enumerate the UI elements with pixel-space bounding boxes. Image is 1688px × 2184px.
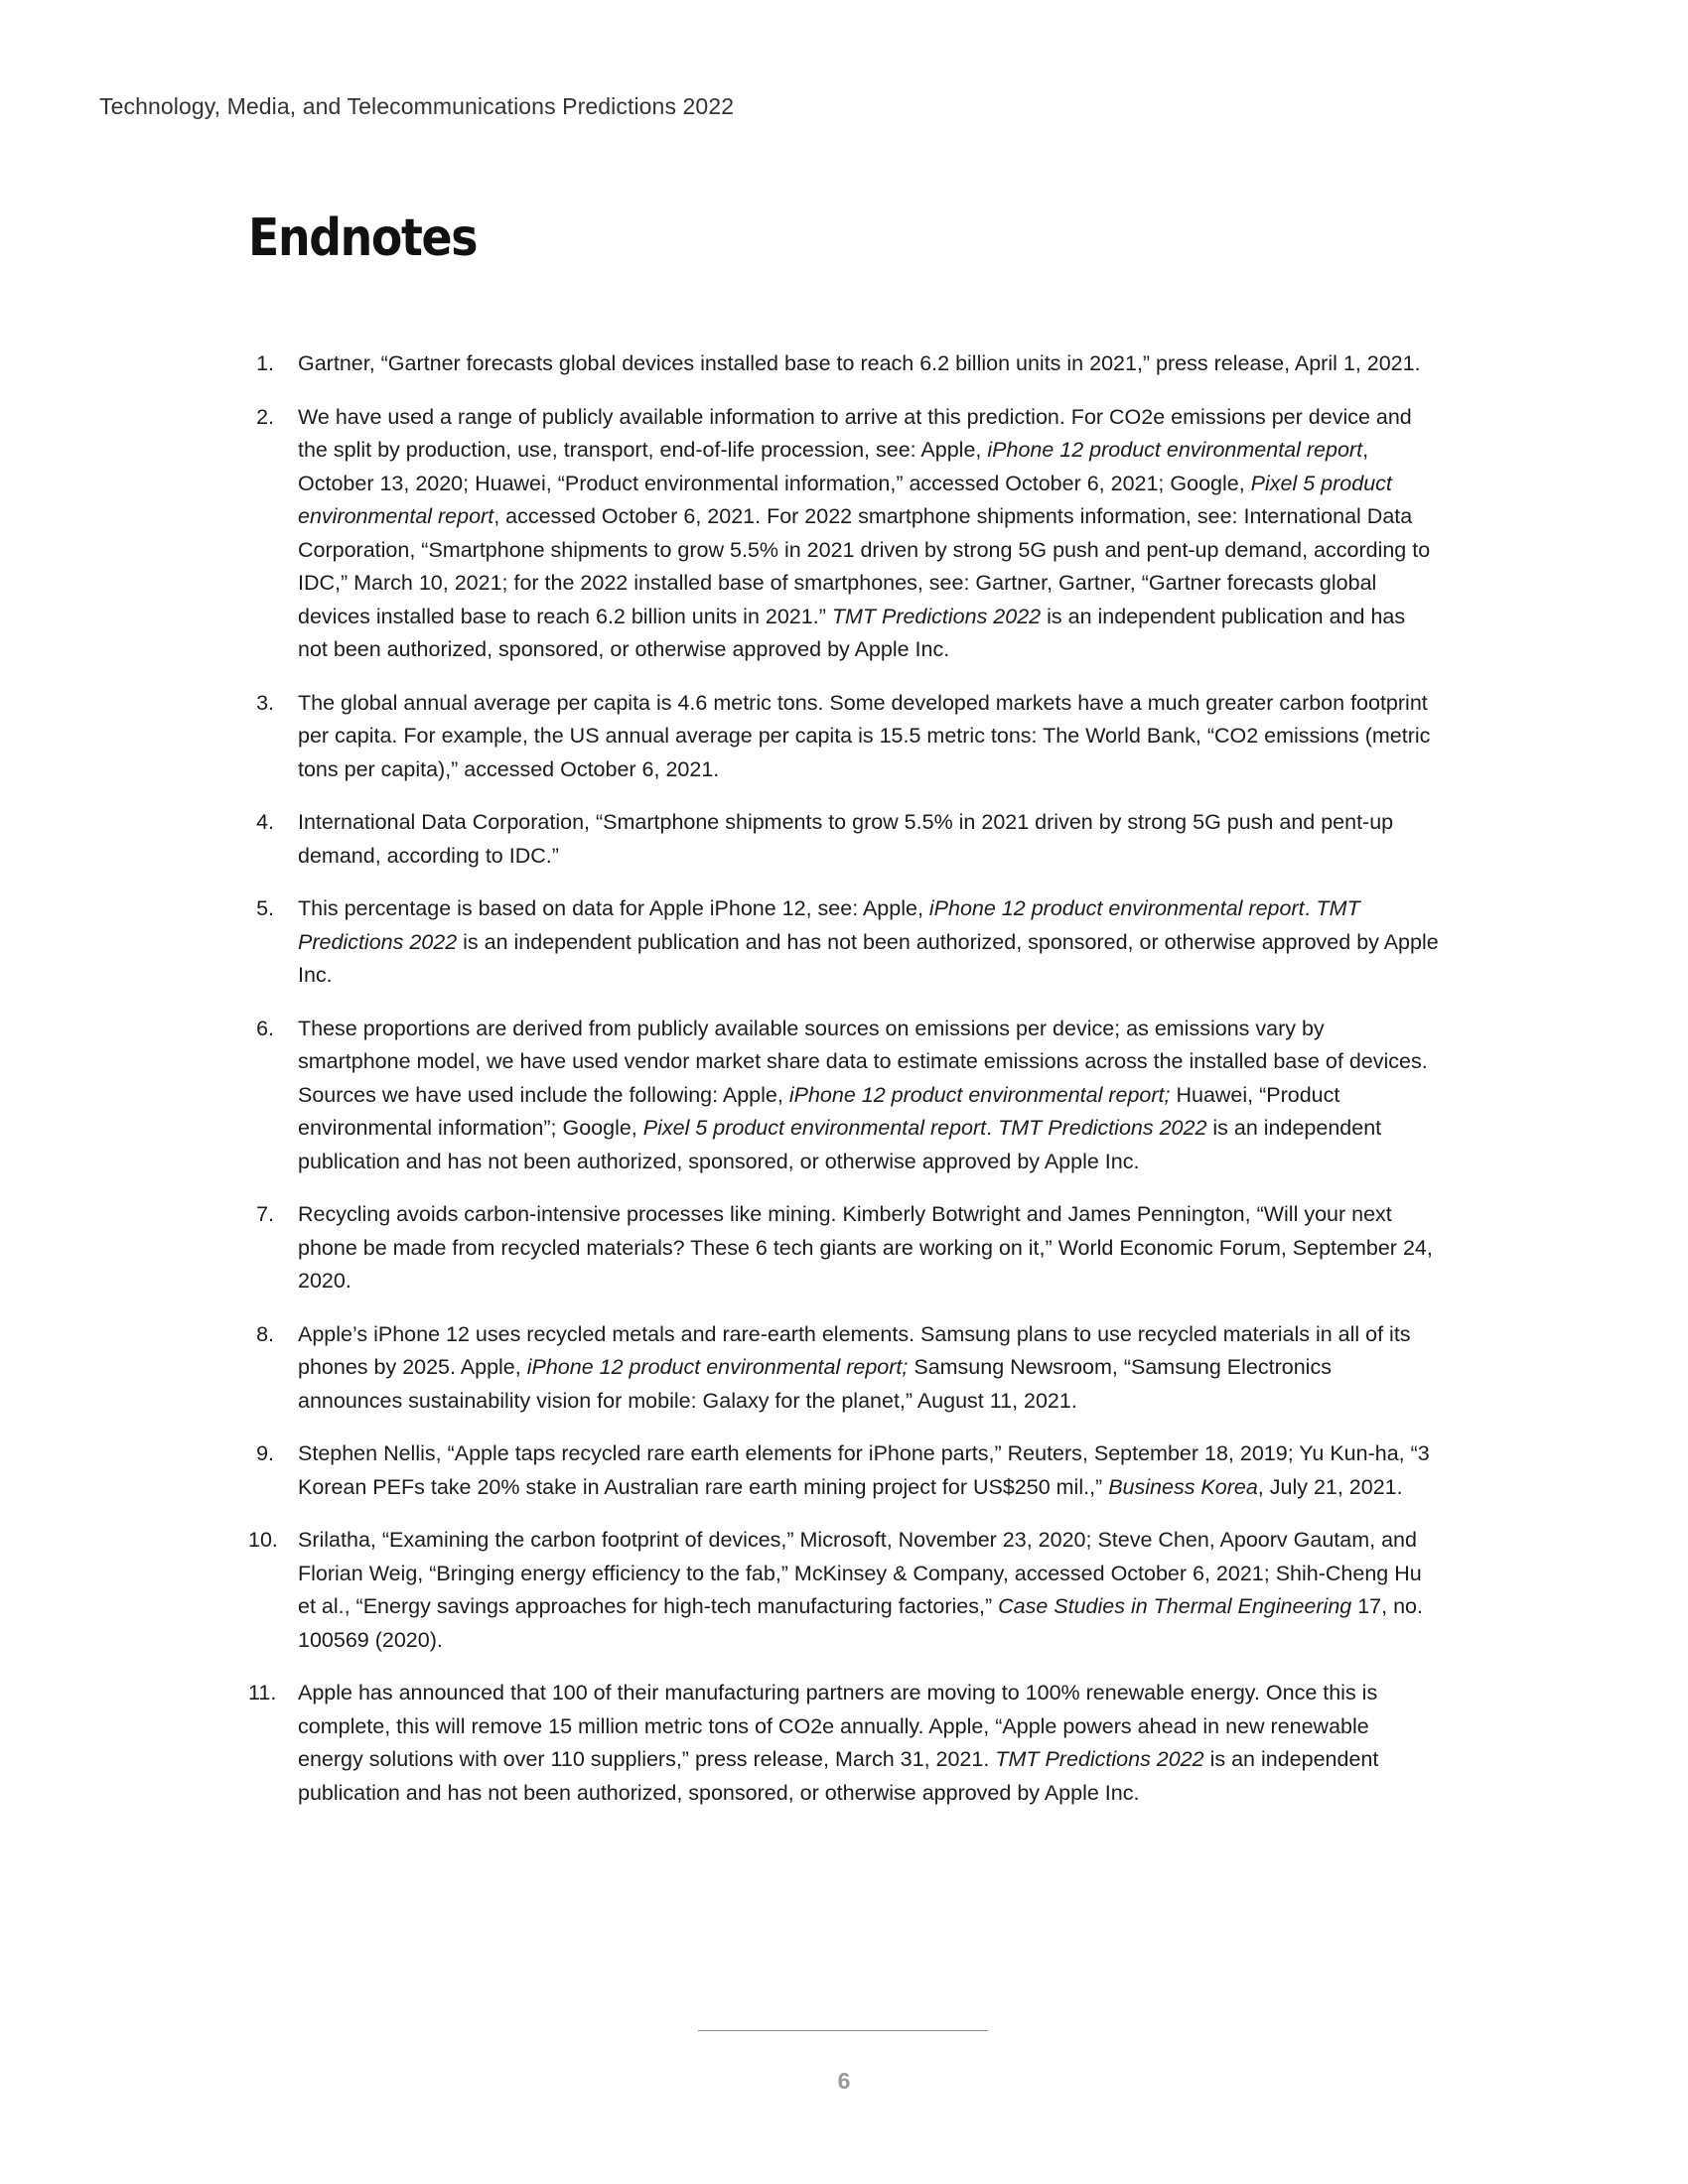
endnote-italic-segment: TMT Predictions 2022	[998, 1116, 1207, 1140]
endnotes-list	[248, 347, 1440, 1830]
endnote-text	[298, 1681, 1378, 1805]
endnote-text-segment: We have used a range of publicly available information to arrive at this prediction. For CO2e emissions per device and the split by production, use, transport, end-of-life procession, see: Apple,	[298, 404, 1412, 462]
endnote-number: 10.	[248, 1528, 278, 1552]
endnote-text-segment: This percentage is based on data for Apple iPhone 12, see: Apple,	[298, 896, 929, 920]
endnote-text	[298, 1017, 1428, 1173]
endnote-item	[248, 401, 1440, 667]
endnote-text-segment: Samsung Newsroom, “Samsung Electronics announces sustainability vision for mobile: Galaxy for the planet,” August 11, 2021.	[298, 1355, 1332, 1413]
page-title: Endnotes	[248, 208, 478, 268]
endnote-item	[248, 806, 1440, 873]
endnote-text-segment: Stephen Nellis, “Apple taps recycled rare earth elements for iPhone parts,” Reuters, September 18, 2019; Yu Kun-ha, “3 Korean PEFs take 20% stake in Australian rare earth mining project for US$250 mil.,”	[298, 1441, 1430, 1499]
endnote-text	[298, 691, 1430, 781]
endnote-number: 1.	[256, 351, 274, 375]
endnote-text-segment: Srilatha, “Examining the carbon footprint of devices,” Microsoft, November 23, 2020; Steve Chen, Apoorv Gautam, and Florian Weig, “Bringing energy efficiency to the fab,” McKinsey & Company, accessed October 6, 2021; Shih-Cheng Hu et al., “Energy savings approaches for high-tech manufacturing factories,”	[298, 1528, 1422, 1618]
endnote-text	[298, 810, 1393, 868]
endnote-text-segment: Apple’s iPhone 12 uses recycled metals and rare-earth elements. Samsung plans to use recycled materials in all of its phones by 2025. Apple,	[298, 1321, 1411, 1379]
page-number: 6	[837, 2068, 851, 2094]
endnote-text	[298, 1528, 1423, 1652]
endnote-number: 2.	[256, 404, 274, 429]
endnote-italic-segment: iPhone 12 product environmental report;	[526, 1355, 909, 1379]
endnote-item	[248, 1437, 1440, 1504]
endnote-italic-segment: Case Studies in Thermal Engineering	[998, 1594, 1352, 1618]
endnote-text-segment: , October 13, 2020; Huawei, “Product environmental information,” accessed October 6, 2021; Google,	[298, 438, 1369, 495]
endnote-text-segment: .	[986, 1116, 999, 1140]
endnote-italic-segment: TMT Predictions 2022	[831, 604, 1042, 628]
endnote-number: 3.	[256, 690, 274, 715]
footer-divider	[698, 2030, 988, 2031]
endnote-text	[298, 405, 1430, 662]
endnote-text-segment: .	[1304, 896, 1317, 920]
endnote-number: 11.	[248, 1681, 277, 1705]
endnote-number: 8.	[256, 1321, 274, 1346]
endnote-item	[248, 687, 1440, 787]
endnote-italic-segment: iPhone 12 product environmental report;	[788, 1082, 1171, 1107]
endnote-number: 5.	[256, 896, 274, 920]
endnote-item	[248, 347, 1440, 381]
endnote-italic-segment: TMT Predictions 2022	[995, 1747, 1204, 1771]
endnote-text-segment: is an independent publication and has not been authorized, sponsored, or otherwise approved by Apple Inc.	[298, 929, 1439, 987]
endnote-item	[248, 1318, 1440, 1419]
endnote-text-segment: is an independent publication and has not been authorized, sponsored, or otherwise approved by Apple Inc.	[298, 1747, 1379, 1805]
endnote-text-segment: These proportions are derived from publicly available sources on emissions per device; as emissions vary by smartphone model, we have used vendor market share data to estimate emissions across the installed base of devices. Sources we have used include the following: Apple,	[298, 1016, 1428, 1107]
endnote-text-segment: Gartner, “Gartner forecasts global devices installed base to reach 6.2 billion units in 2021,” press release, April 1, 2021.	[298, 351, 1421, 375]
endnote-item	[248, 1524, 1440, 1657]
endnote-number: 6.	[256, 1016, 274, 1040]
endnote-number: 4.	[256, 810, 274, 834]
endnote-text	[298, 351, 1421, 375]
endnote-number: 7.	[256, 1202, 274, 1226]
endnote-item	[248, 1013, 1440, 1179]
endnote-text	[298, 1322, 1411, 1413]
endnote-text-segment: Huawei, “Product environmental information”; Google,	[298, 1082, 1340, 1140]
running-header: Technology, Media, and Telecommunications Predictions 2022	[99, 93, 735, 119]
endnote-italic-segment: iPhone 12 product environmental report	[928, 896, 1305, 920]
endnote-item	[248, 1198, 1440, 1298]
endnote-item	[248, 1677, 1440, 1810]
endnote-italic-segment: TMT Predictions 2022	[298, 896, 1360, 954]
endnote-italic-segment: iPhone 12 product environmental report	[987, 438, 1363, 462]
endnote-text-segment: International Data Corporation, “Smartphone shipments to grow 5.5% in 2021 driven by strong 5G push and pent-up demand, according to IDC.”	[298, 810, 1394, 868]
endnote-text	[298, 1441, 1430, 1499]
endnote-italic-segment: Pixel 5 product environmental report	[642, 1116, 987, 1140]
endnote-text-segment: is an independent publication and has not been authorized, sponsored, or otherwise approved by Apple Inc.	[298, 1116, 1382, 1173]
endnote-number: 9.	[256, 1441, 274, 1465]
endnote-text-segment: , July 21, 2021.	[1257, 1474, 1403, 1499]
endnote-text	[298, 896, 1439, 987]
endnote-italic-segment: Pixel 5 product environmental report	[298, 471, 1392, 528]
endnote-text-segment: Recycling avoids carbon-intensive processes like mining. Kimberly Botwright and James Pennington, “Will your next phone be made from recycled materials? These 6 tech giants are working on it,” World Economic Forum, September 24, 2020.	[298, 1202, 1433, 1293]
endnote-italic-segment: Business Korea	[1108, 1474, 1258, 1499]
endnote-text	[298, 1202, 1433, 1293]
endnote-text-segment: Apple has announced that 100 of their manufacturing partners are moving to 100% renewable energy. Once this is complete, this will remove 15 million metric tons of CO2e annually. Apple, “Apple powers ahead in new renewable energy solutions with over 110 suppliers,” press release, March 31, 2021.	[298, 1681, 1378, 1771]
endnote-text-segment: is an independent publication and has not been authorized, sponsored, or otherwise approved by Apple Inc.	[298, 604, 1406, 661]
endnote-item	[248, 892, 1440, 993]
endnote-text-segment: The global annual average per capita is 4.6 metric tons. Some developed markets have a much greater carbon footprint per capita. For example, the US annual average per capita is 15.5 metric tons: The World Bank, “CO2 emissions (metric tons per capita),” accessed October 6, 2021.	[298, 690, 1431, 781]
endnote-text-segment: 17, no. 100569 (2020).	[298, 1594, 1423, 1652]
endnote-text-segment: , accessed October 6, 2021. For 2022 smartphone shipments information, see: International Data Corporation, “Smartphone shipments to grow 5.5% in 2021 driven by strong 5G push and pent-up demand, according to IDC,” March 10, 2021; for the 2022 installed base of smartphones, see: Gartner, Gartner, “Gartner forecasts global devices installed base to reach 6.2 billion units in 2021.”	[298, 504, 1431, 628]
